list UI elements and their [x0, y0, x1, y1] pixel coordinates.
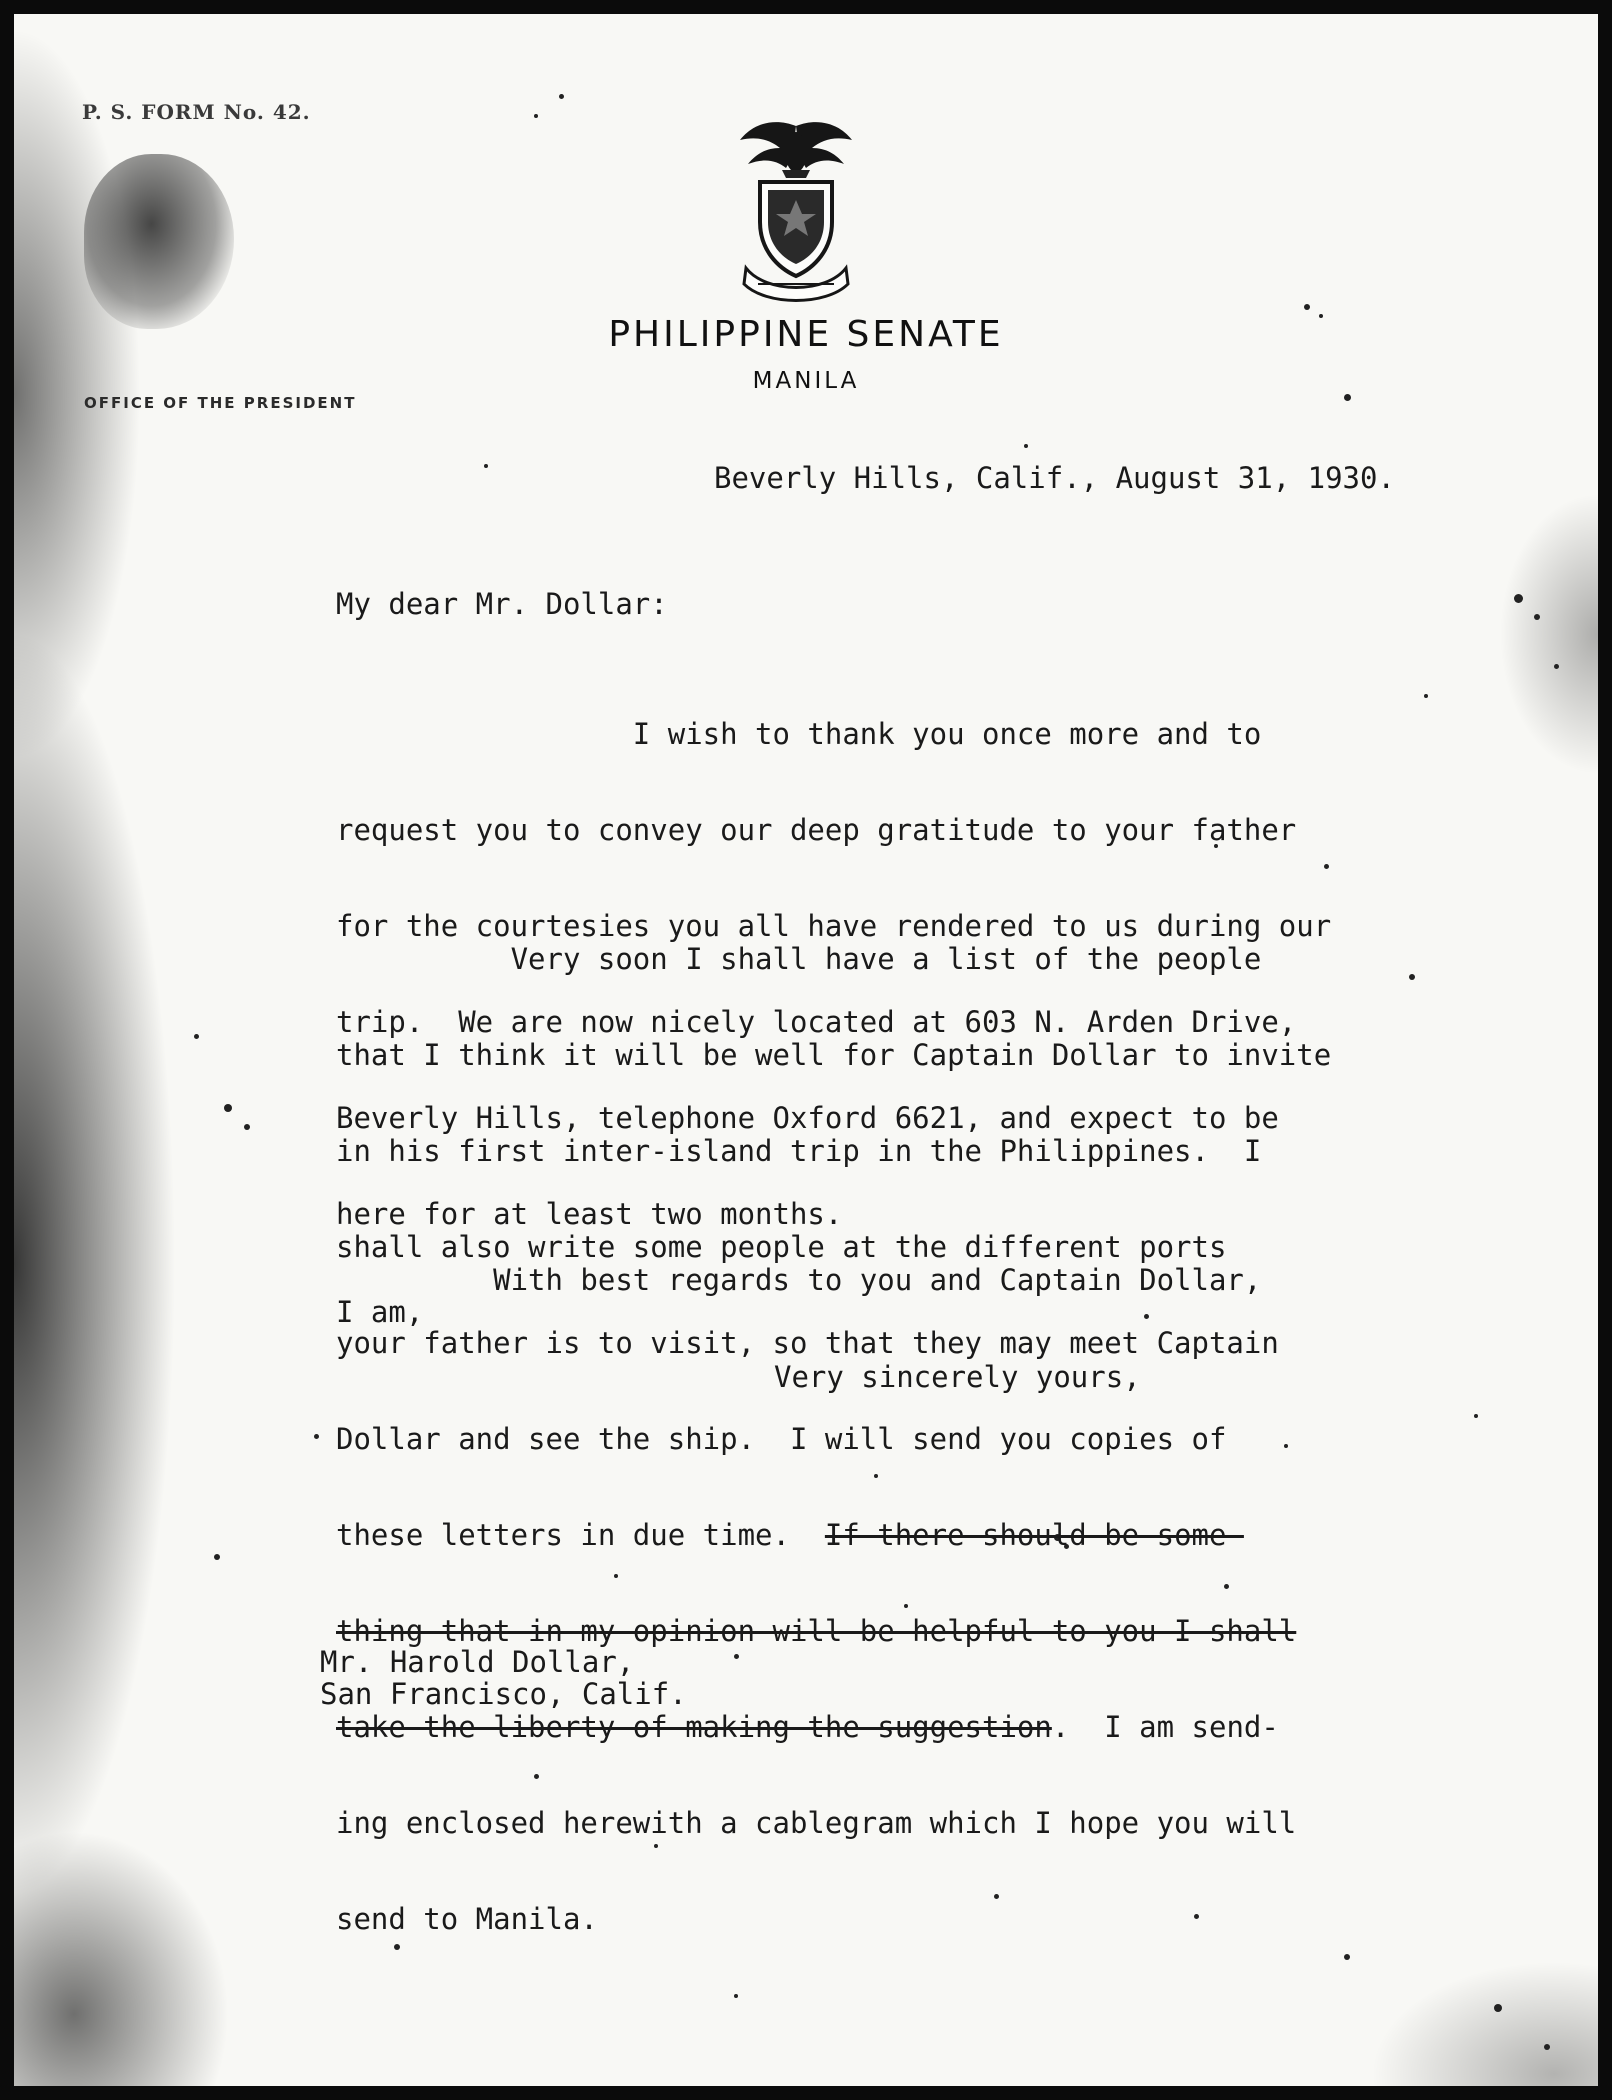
paper-speck: [1304, 304, 1310, 310]
paragraph-line: [336, 1711, 1331, 1743]
paper-speck: [1474, 1414, 1478, 1418]
paragraph-line: send to Manila.: [336, 1902, 598, 1936]
paragraph-line: for the courtesies you all have rendered to us during our: [336, 909, 1332, 943]
paragraph-line: ing enclosed herewith a cablegram which I hope you will: [336, 1806, 1297, 1840]
dateline: Beverly Hills, Calif., August 31, 1930.: [714, 461, 1395, 495]
paper-speck: [559, 94, 564, 99]
plain-text: . I am send-: [1051, 1710, 1279, 1744]
struck-text: If there should be some-: [824, 1518, 1244, 1552]
paper-speck: [484, 464, 488, 468]
paper-speck: [534, 114, 538, 118]
water-stain: [84, 154, 234, 329]
recipient-name: Mr. Harold Dollar,: [320, 1645, 635, 1679]
struck-text: thing that in my opinion will be helpful to you I shall: [336, 1614, 1297, 1648]
paper-speck: [224, 1104, 232, 1112]
paragraph-line: in his first inter-island trip in the Philippines. I: [336, 1134, 1262, 1168]
paper-speck: [1534, 614, 1540, 620]
paragraph-line: trip. We are now nicely located at 603 N. Arden Drive,: [336, 1005, 1297, 1039]
paragraph-line: Very soon I shall have a list of the people: [336, 942, 1262, 976]
recipient-city: San Francisco, Calif.: [320, 1677, 687, 1711]
paragraph-line: [336, 1519, 1331, 1551]
paragraph-line: here for at least two months.: [336, 1197, 843, 1231]
office-of-president-label: OFFICE OF THE PRESIDENT: [84, 394, 357, 412]
paper-speck: [244, 1124, 250, 1130]
paper-speck: [194, 1034, 199, 1039]
paragraph-line: that I think it will be well for Captain Dollar to invite: [336, 1038, 1332, 1072]
paragraph-line: Beverly Hills, telephone Oxford 6621, and expect to be: [336, 1101, 1279, 1135]
paragraph-line: request you to convey our deep gratitude to your father: [336, 813, 1297, 847]
paper-speck: [1544, 2044, 1550, 2050]
letterhead-name: PHILIPPINE SENATE: [608, 314, 1004, 355]
paragraph-line: [336, 1615, 1331, 1647]
salutation: My dear Mr. Dollar:: [336, 587, 668, 621]
paper-speck: [214, 1554, 220, 1560]
form-number: P. S. FORM No. 42.: [82, 100, 311, 124]
closing-regards: With best regards to you and Captain Dollar,: [336, 1263, 1262, 1297]
paper-speck: [1024, 444, 1028, 448]
paper-speck: [1344, 1954, 1350, 1960]
paragraph-2: [336, 879, 1331, 1999]
paragraph-line: I wish to thank you once more and to: [336, 717, 1262, 751]
paragraph-line: Dollar and see the ship. I will send you copies of: [336, 1422, 1227, 1456]
signoff: Very sincerely yours,: [774, 1360, 1141, 1394]
paper-speck: [1494, 2004, 1502, 2012]
paper-speck: [1554, 664, 1559, 669]
letterhead-city: MANILA: [752, 368, 860, 394]
paper-speck: [1424, 694, 1428, 698]
closing-i-am: I am,: [336, 1295, 424, 1329]
paper-speck: [314, 1434, 319, 1439]
paper-speck: [1344, 394, 1351, 401]
paper-speck: [1514, 594, 1523, 603]
paper-speck: [1409, 974, 1415, 980]
plain-text: these letters in due time.: [336, 1518, 825, 1552]
struck-text: take the liberty of making the suggestion: [336, 1710, 1052, 1744]
letter-page: [14, 14, 1598, 2086]
paragraph-line: your father is to visit, so that they may meet Captain: [336, 1326, 1279, 1360]
paragraph-line: shall also write some people at the different ports: [336, 1230, 1227, 1264]
senate-seal-icon: [736, 118, 856, 308]
